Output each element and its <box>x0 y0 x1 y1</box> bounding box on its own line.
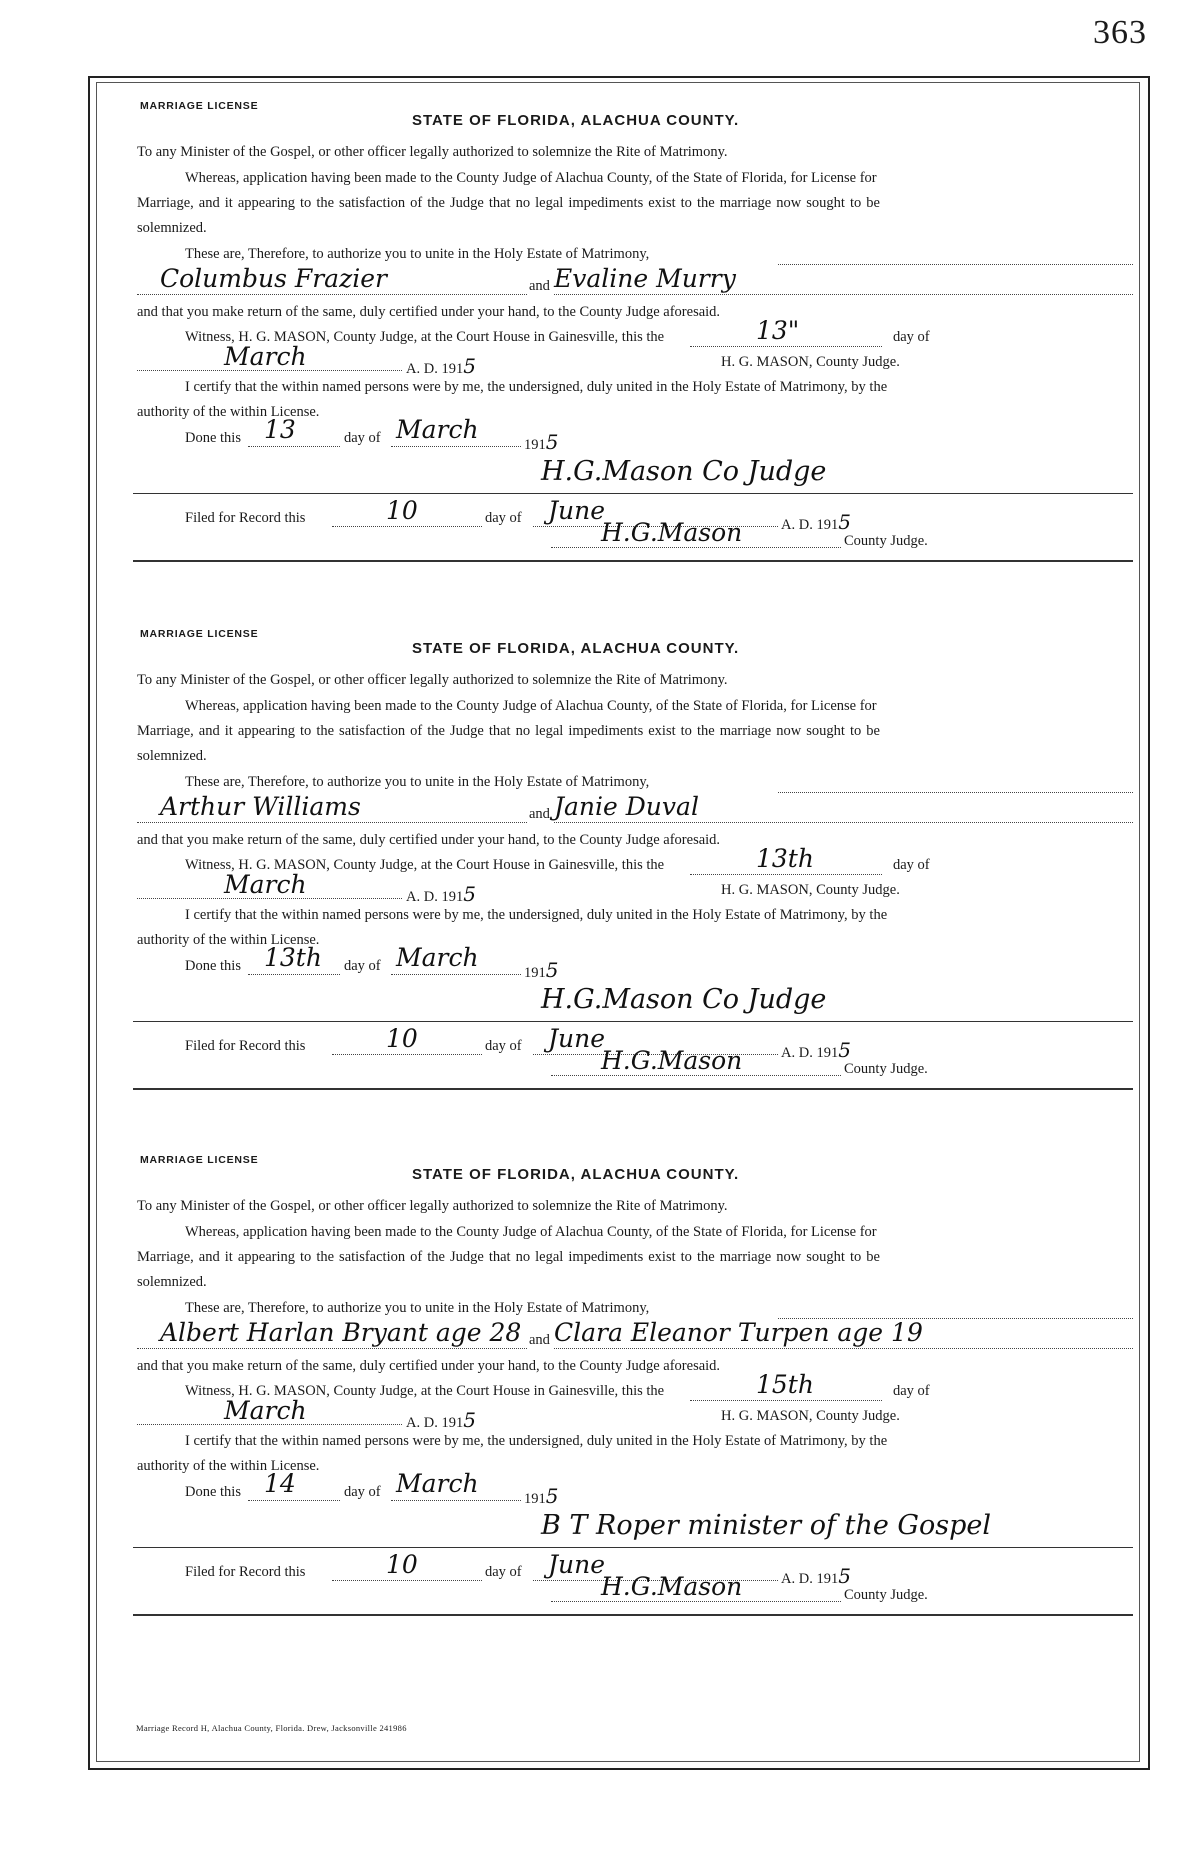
officiant-signature: B T Roper minister of the Gospel <box>541 1510 991 1541</box>
divider <box>133 1547 1133 1548</box>
groom-name: Arthur Williams <box>160 792 361 821</box>
done-year: 1915 <box>524 1484 559 1508</box>
authority-line: authority of the within License. <box>137 932 320 948</box>
license-header: STATE OF FLORIDA, ALACHUA COUNTY. <box>412 112 740 129</box>
filed-month: June <box>548 496 606 525</box>
done-month: March <box>396 415 479 444</box>
done-month: March <box>396 943 479 972</box>
address-line: To any Minister of the Gospel, or other officer legally authorized to solemnize the Rite of Matrimony. <box>137 672 728 688</box>
filed-month: June <box>548 1550 606 1579</box>
address-line: To any Minister of the Gospel, or other officer legally authorized to solemnize the Rite of Matrimony. <box>137 1198 728 1214</box>
done-day: 13 <box>264 415 296 444</box>
judge-signature-line: H. G. MASON, County Judge. <box>721 1408 900 1424</box>
marriage-license-2 <box>96 588 1138 1118</box>
ad-label: A. D. 1915 <box>406 354 476 378</box>
authorize-line: These are, Therefore, to authorize you to unite in the Holy Estate of Matrimony, <box>185 246 650 262</box>
witness-year: 5 <box>463 354 476 378</box>
authorize-line: These are, Therefore, to authorize you to unite in the Holy Estate of Matrimony, <box>185 774 650 790</box>
officiant-signature: H.G.Mason Co Judge <box>541 984 827 1015</box>
judge-signature-line: H. G. MASON, County Judge. <box>721 354 900 370</box>
filed-day-of-label: day of <box>485 1564 522 1580</box>
clerk-signature: H.G.Mason <box>601 1572 743 1601</box>
filed-day: 10 <box>386 1550 418 1579</box>
authority-line: authority of the within License. <box>137 1458 320 1474</box>
county-judge-label: County Judge. <box>844 533 928 549</box>
solemnized-line: solemnized. <box>137 748 207 764</box>
done-month: March <box>396 1469 479 1498</box>
done-this-label: Done this <box>185 958 241 974</box>
witness-month: March <box>224 1396 307 1425</box>
day-of-label: day of <box>893 857 930 873</box>
done-day: 13th <box>264 943 322 972</box>
return-line: and that you make return of the same, duly certified under your hand, to the County Judge aforesaid. <box>137 832 721 848</box>
marriage-line: Marriage, and it appearing to the satisfaction of the Judge that no legal impediments exist to the marriage now sought to be <box>137 195 880 211</box>
license-label: MARRIAGE LICENSE <box>140 100 259 112</box>
section-divider <box>133 1088 1133 1090</box>
witness-day: 13" <box>756 316 800 345</box>
judge-signature-line: H. G. MASON, County Judge. <box>721 882 900 898</box>
solemnized-line: solemnized. <box>137 1274 207 1290</box>
section-divider <box>133 1614 1133 1616</box>
marriage-license-3 <box>96 1114 1138 1644</box>
done-this-label: Done this <box>185 430 241 446</box>
whereas-line: Whereas, application having been made to the County Judge of Alachua County, of the State of Florida, for License for <box>185 170 877 186</box>
filed-day: 10 <box>386 1024 418 1053</box>
day-of-label: day of <box>893 329 930 345</box>
filed-label: Filed for Record this <box>185 510 306 526</box>
marriage-license-1 <box>96 60 1138 590</box>
bride-name: Janie Duval <box>554 792 699 821</box>
and-label: and <box>529 806 550 822</box>
done-day-of-label: day of <box>344 958 381 974</box>
filed-label: Filed for Record this <box>185 1038 306 1054</box>
witness-line: Witness, H. G. MASON, County Judge, at the Court House in Gainesville, this the <box>185 329 665 345</box>
witness-year: 5 <box>463 1408 476 1432</box>
page-number: 363 <box>1093 14 1147 51</box>
license-header: STATE OF FLORIDA, ALACHUA COUNTY. <box>412 1166 740 1183</box>
witness-year: 5 <box>463 882 476 906</box>
and-label: and <box>529 1332 550 1348</box>
whereas-line: Whereas, application having been made to the County Judge of Alachua County, of the State of Florida, for License for <box>185 698 877 714</box>
done-day-of-label: day of <box>344 430 381 446</box>
done-day-of-label: day of <box>344 1484 381 1500</box>
divider <box>133 1021 1133 1022</box>
witness-day: 13th <box>756 844 814 873</box>
license-label: MARRIAGE LICENSE <box>140 628 259 640</box>
footer-imprint: Marriage Record H, Alachua County, Florida. Drew, Jacksonville 241986 <box>136 1723 407 1733</box>
marriage-line: Marriage, and it appearing to the satisfaction of the Judge that no legal impediments exist to the marriage now sought to be <box>137 1249 880 1265</box>
filed-month: June <box>548 1024 606 1053</box>
address-line: To any Minister of the Gospel, or other officer legally authorized to solemnize the Rite of Matrimony. <box>137 144 728 160</box>
filed-year: A. D. 1915 <box>781 1564 851 1588</box>
witness-line: Witness, H. G. MASON, County Judge, at the Court House in Gainesville, this the <box>185 1383 665 1399</box>
groom-name: Columbus Frazier <box>160 264 387 293</box>
divider <box>133 493 1133 494</box>
license-header: STATE OF FLORIDA, ALACHUA COUNTY. <box>412 640 740 657</box>
done-this-label: Done this <box>185 1484 241 1500</box>
witness-line: Witness, H. G. MASON, County Judge, at the Court House in Gainesville, this the <box>185 857 665 873</box>
and-label: and <box>529 278 550 294</box>
filed-day-of-label: day of <box>485 510 522 526</box>
authorize-line: These are, Therefore, to authorize you to unite in the Holy Estate of Matrimony, <box>185 1300 650 1316</box>
clerk-signature: H.G.Mason <box>601 518 743 547</box>
bride-name: Evaline Murry <box>554 264 736 293</box>
officiant-signature: H.G.Mason Co Judge <box>541 456 827 487</box>
filed-year: A. D. 1915 <box>781 1038 851 1062</box>
county-judge-label: County Judge. <box>844 1587 928 1603</box>
groom-name: Albert Harlan Bryant age 28 <box>160 1318 522 1347</box>
section-divider <box>133 560 1133 562</box>
return-line: and that you make return of the same, duly certified under your hand, to the County Judge aforesaid. <box>137 304 721 320</box>
authority-line: authority of the within License. <box>137 404 320 420</box>
day-of-label: day of <box>893 1383 930 1399</box>
clerk-signature: H.G.Mason <box>601 1046 743 1075</box>
certify-line: I certify that the within named persons were by me, the undersigned, duly united in the Holy Estate of Matrimony, by the <box>185 907 888 923</box>
witness-day: 15th <box>756 1370 814 1399</box>
done-year: 1915 <box>524 430 559 454</box>
witness-month: March <box>224 870 307 899</box>
witness-month: March <box>224 342 307 371</box>
solemnized-line: solemnized. <box>137 220 207 236</box>
filed-day: 10 <box>386 496 418 525</box>
filed-label: Filed for Record this <box>185 1564 306 1580</box>
filed-year: A. D. 1915 <box>781 510 851 534</box>
certify-line: I certify that the within named persons were by me, the undersigned, duly united in the Holy Estate of Matrimony, by the <box>185 1433 888 1449</box>
filed-day-of-label: day of <box>485 1038 522 1054</box>
county-judge-label: County Judge. <box>844 1061 928 1077</box>
done-day: 14 <box>264 1469 296 1498</box>
whereas-line: Whereas, application having been made to the County Judge of Alachua County, of the State of Florida, for License for <box>185 1224 877 1240</box>
certify-line: I certify that the within named persons were by me, the undersigned, duly united in the Holy Estate of Matrimony, by the <box>185 379 888 395</box>
bride-name: Clara Eleanor Turpen age 19 <box>554 1318 923 1347</box>
marriage-line: Marriage, and it appearing to the satisfaction of the Judge that no legal impediments exist to the marriage now sought to be <box>137 723 880 739</box>
license-label: MARRIAGE LICENSE <box>140 1154 259 1166</box>
ad-label: A. D. 1915 <box>406 1408 476 1432</box>
done-year: 1915 <box>524 958 559 982</box>
ad-label: A. D. 1915 <box>406 882 476 906</box>
return-line: and that you make return of the same, duly certified under your hand, to the County Judge aforesaid. <box>137 1358 721 1374</box>
